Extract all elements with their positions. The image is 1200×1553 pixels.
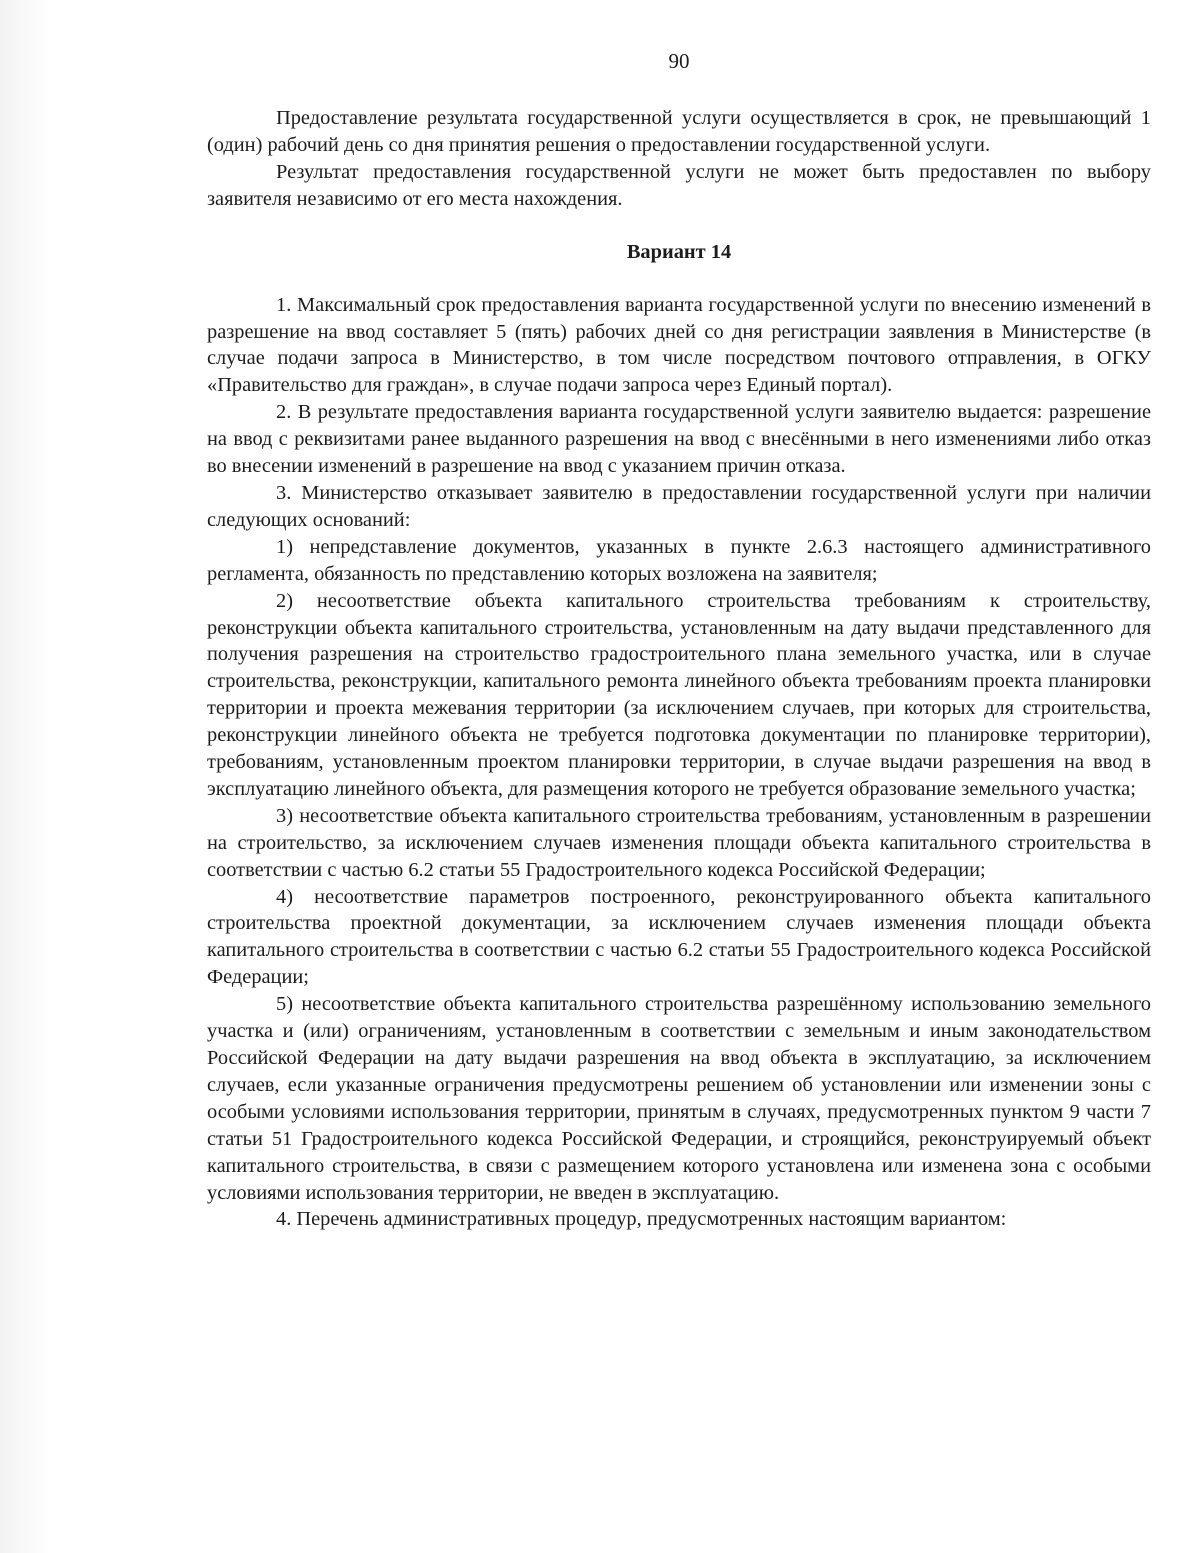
paragraph-result-location: Результат предоставления государственной услуги не может быть предоставлен по выбору заявителя независимо от его места нахождения. [207,160,1151,210]
refusal-ground-5: 5) несоответствие объекта капитального строительства разрешённому использованию земельного участка и (или) ограничениям, установленным в соответствии с земельным и иным законодательством Российской Федерации на дату выдачи разрешения на ввод объекта в эксплуатацию, за исключением случаев, если указанные ограничения предусмотрены решением об установлении или изменении зоны с особыми условиями использования территории, принятым в случаях, предусмотренных пунктом 9 части 7 статьи 51 Градостроительного кодекса Российской Федерации, и строящийся, реконструируемый объект капитального строительства, в связи с размещением которого установлена или изменена зона с особыми условиями использования территории, не введен в эксплуатацию. [207,993,1151,1204]
paragraph-item-1: 1. Максимальный срок предоставления варианта государственной услуги по внесению изменений в разрешение на ввод составляет 5 (пять) рабочих дней со дня регистрации заявления в Министерстве (в случае подачи запроса в Министерство, в том числе посредством почтового отправления, в ОГКУ «Правительство для граждан», в случае подачи запроса через Единый портал). [207,293,1151,397]
page-number: 90 [668,49,690,73]
refusal-ground-2: 2) несоответствие объекта капитального строительства требованиям к строительству, реконструкции объекта капитального строительства, установленным на дату выдачи представленного для получения разрешения на строительство градостроительного плана земельного участка, или в случае строительства, реконструкции, капитального ремонта линейного объекта требованиям проекта планировки территории и проекта межевания территории (за исключением случаев, при которых для строительства, реконструкции линейного объекта не требуется подготовка документации по планировке территории), требованиям, установленным проектом планировки территории, в случае выдачи разрешения на ввод в эксплуатацию линейного объекта, для размещения которого не требуется образование земельного участка; [207,589,1151,800]
refusal-ground-1: 1) непредставление документов, указанных в пункте 2.6.3 настоящего административного регламента, обязанность по представлению которых возложена на заявителя; [207,535,1151,585]
paragraph-item-4: 4. Перечень административных процедур, предусмотренных настоящим вариантом: [276,1208,1007,1231]
scan-edge-shadow [0,0,52,1553]
refusal-ground-4: 4) несоответствие параметров построенного, реконструированного объекта капитального строительства проектной документации, за исключением случаев изменения площади объекта капитального строительства в соответствии с частью 6.2 статьи 55 Градостроительного кодекса Российской Федерации; [207,885,1151,989]
refusal-ground-3: 3) несоответствие объекта капитального строительства требованиям, установленным в разрешении на строительство, за исключением случаев изменения площади объекта капитального строительства в соответствии с частью 6.2 статьи 55 Градостроительного кодекса Российской Федерации; [207,804,1151,881]
paragraph-item-2: 2. В результате предоставления варианта государственной услуги заявителю выдается: разрешение на ввод с реквизитами ранее выданного разрешения на ввод с внесёнными в него изменениями либо отказ во внесении изменений в разрешение на ввод с указанием причин отказа. [207,401,1151,478]
paragraph-item-3: 3. Министерство отказывает заявителю в предоставлении государственной услуги при наличии следующих оснований: [207,481,1151,531]
section-heading: Вариант 14 [626,240,732,263]
document-page [207,0,1151,1553]
paragraph-result-term: Предоставление результата государственной услуги осуществляется в срок, не превышающий 1 (один) рабочий день со дня принятия решения о предоставлении государственной услуги. [207,107,1151,156]
document-body [207,105,1151,1233]
